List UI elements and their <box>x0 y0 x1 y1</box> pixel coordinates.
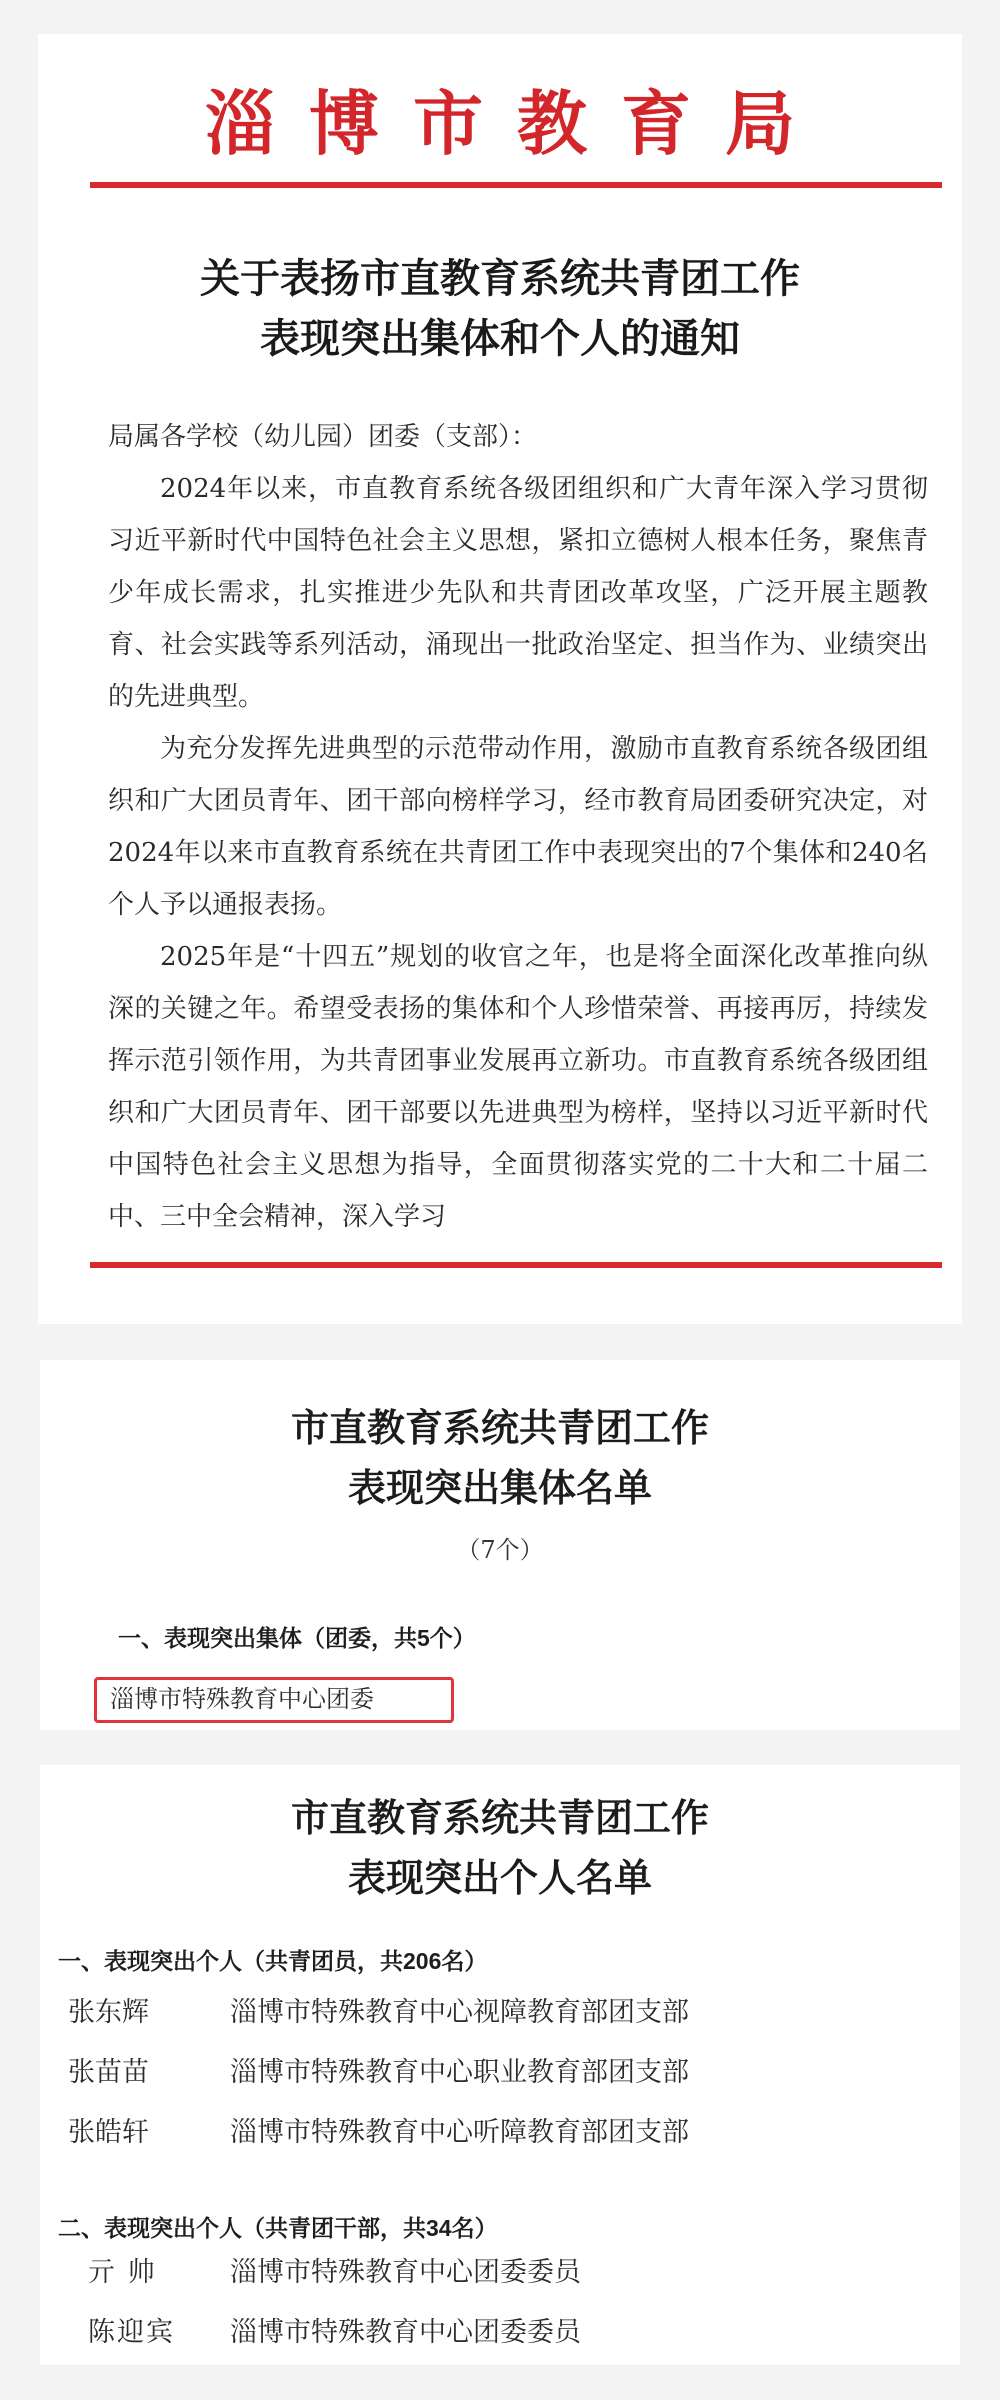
letterhead-red-rule <box>90 182 942 188</box>
collective-item-highlighted: 淄博市特殊教育中心团委 <box>110 1685 374 1713</box>
notice-title-line-1: 关于表扬市直教育系统共青团工作 <box>200 255 800 302</box>
cadre-unit: 淄博市特殊教育中心团委委员 <box>230 2317 581 2348</box>
notice-title-line-2: 表现突出集体和个人的通知 <box>260 315 740 362</box>
notice-salutation: 局属各学校（幼儿园）团委（支部）： <box>108 422 538 452</box>
member-unit: 淄博市特殊教育中心听障教育部团支部 <box>230 2117 689 2148</box>
letterhead-title: 淄博市教育局 <box>205 82 829 165</box>
cadre-name: 陈迎宾 <box>88 2317 175 2348</box>
collective-list-title-line-1: 市直教育系统共青团工作 <box>290 1405 709 1450</box>
notice-page <box>38 34 962 1324</box>
cadre-unit: 淄博市特殊教育中心团委委员 <box>230 2257 581 2288</box>
notice-paragraph-3: 2025年是“十四五”规划的收官之年，也是将全面深化改革推向纵深的关键之年。希望受表扬的集体和个人珍惜荣誉、再接再厉，持续发挥示范引领作用，为共青团事业发展再立新功。市直教育系统各级团组织和广大团员青年、团干部要以先进典型为榜样，坚持以习近平新时代中国特色社会主义思想为指导，全面贯彻落实党的二十大和二十届二中、三中全会精神，深入学习 <box>108 942 928 1232</box>
cadre-name: 亓 帅 <box>88 2257 157 2288</box>
member-row <box>40 1985 960 2041</box>
collective-count: （7个） <box>456 1536 544 1564</box>
member-name: 张苗苗 <box>68 2057 149 2088</box>
member-unit: 淄博市特殊教育中心职业教育部团支部 <box>230 2057 689 2088</box>
individual-list-title-line-1: 市直教育系统共青团工作 <box>290 1795 709 1840</box>
page-bottom-red-rule <box>90 1262 942 1268</box>
member-row <box>40 2045 960 2101</box>
individual-list-title-line-2: 表现突出个人名单 <box>347 1855 652 1900</box>
member-section-heading: 一、表现突出个人（共青团员，共206名） <box>58 1948 488 1974</box>
notice-paragraph-2: 为充分发挥先进典型的示范带动作用，激励市直教育系统各级团组织和广大团员青年、团干部向榜样学习，经市教育局团委研究决定，对2024年以来市直教育系统在共青团工作中表现突出的7个集体和240名个人予以通报表扬。 <box>108 734 928 920</box>
member-name: 张东辉 <box>68 1997 149 2028</box>
cadre-row <box>40 2245 960 2301</box>
collective-section-heading: 一、表现突出集体（团委，共5个） <box>118 1625 476 1651</box>
individual-list-page <box>40 1765 960 2365</box>
member-unit: 淄博市特殊教育中心视障教育部团支部 <box>230 1997 689 2028</box>
cadre-section-heading: 二、表现突出个人（共青团干部，共34名） <box>58 2215 498 2241</box>
collective-list-title-line-2: 表现突出集体名单 <box>347 1465 652 1510</box>
notice-paragraph-1: 2024年以来，市直教育系统各级团组织和广大青年深入学习贯彻习近平新时代中国特色社会主义思想，紧扣立德树人根本任务，聚焦青少年成长需求，扎实推进少先队和共青团改革攻坚，广泛开展主题教育、社会实践等系列活动，涌现出一批政治坚定、担当作为、业绩突出的先进典型。 <box>108 474 928 712</box>
member-name: 张皓轩 <box>68 2117 149 2148</box>
member-row <box>40 2105 960 2161</box>
cadre-row <box>40 2305 960 2361</box>
collective-list-page <box>40 1360 960 1730</box>
